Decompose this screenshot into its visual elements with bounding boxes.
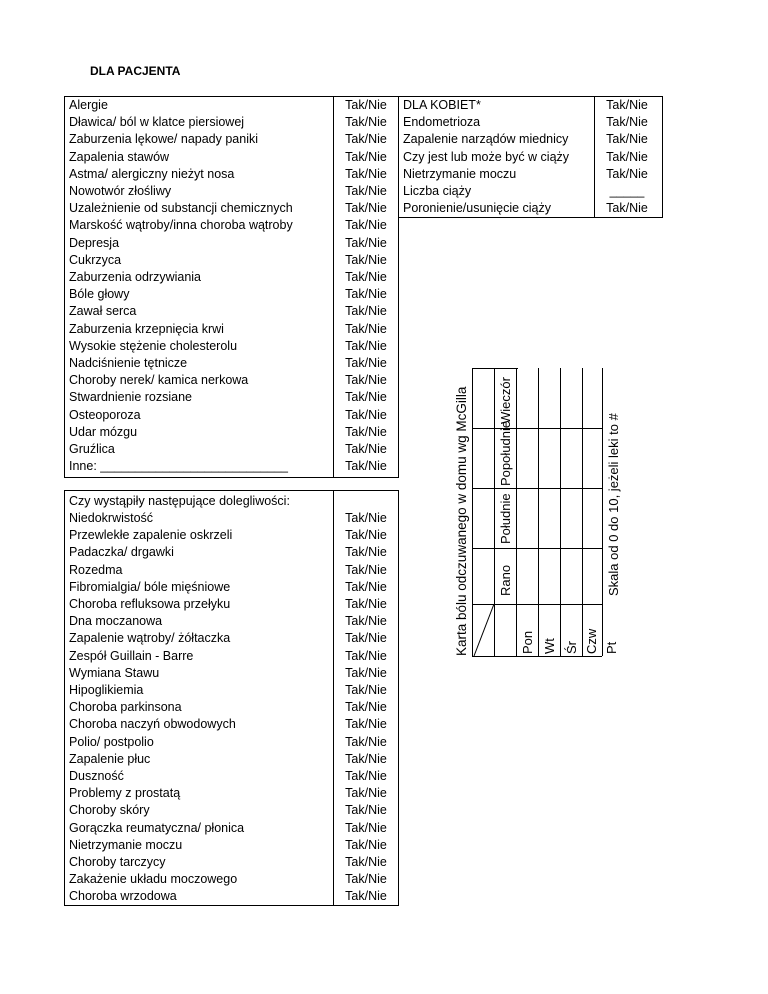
ailment-label: Fibromialgia/ bóle mięśniowe <box>69 579 231 594</box>
ailment-label: Zapalenie płuc <box>69 751 151 766</box>
day-label-sr: Śr <box>564 641 579 654</box>
ailment-answer[interactable]: Tak/Nie <box>345 631 387 646</box>
condition-answer[interactable]: Tak/Nie <box>345 252 387 267</box>
condition-answer[interactable]: Tak/Nie <box>345 459 387 474</box>
ailment-label: Choroby skóry <box>69 803 150 818</box>
ailment-label: Zespół Guillain - Barre <box>69 648 194 663</box>
day-label-czw: Czw <box>584 628 599 654</box>
women-answer[interactable]: Tak/Nie <box>606 132 648 147</box>
women-heading: DLA KOBIET* <box>403 98 481 112</box>
condition-label: Zaburzenia krzepnięcia krwi <box>69 321 224 336</box>
women-table <box>398 96 663 218</box>
ailment-answer[interactable]: Tak/Nie <box>345 734 387 749</box>
ailment-label: Rozedma <box>69 562 123 577</box>
condition-label: Alergie <box>69 98 108 112</box>
ailment-answer[interactable]: Tak/Nie <box>345 820 387 835</box>
ailment-answer[interactable]: Tak/Nie <box>345 751 387 766</box>
condition-label: Osteoporoza <box>69 407 141 422</box>
time-label-popoludnie: Popołudnie <box>498 420 513 486</box>
day-label-wt: Wt <box>542 638 557 654</box>
time-label-wieczor: Wieczór <box>498 377 513 424</box>
condition-label: Cukrzyca <box>69 252 122 267</box>
ailment-answer[interactable]: Tak/Nie <box>345 579 387 594</box>
ailment-answer[interactable]: Tak/Nie <box>345 855 387 869</box>
ailment-answer[interactable]: Tak/Nie <box>345 648 387 663</box>
women-answer[interactable]: Tak/Nie <box>606 166 648 181</box>
condition-answer[interactable]: Tak/Nie <box>345 442 387 456</box>
diagonal-line <box>472 604 496 658</box>
condition-answer[interactable]: Tak/Nie <box>345 218 387 233</box>
women-condition-label: Zapalenie narządów miednicy <box>403 132 569 147</box>
ailment-answer[interactable]: Tak/Nie <box>345 597 387 611</box>
condition-answer[interactable]: Tak/Nie <box>345 132 387 147</box>
ailment-label: Choroba refluksowa przełyku <box>69 597 231 611</box>
condition-label: Zaburzenia lękowe/ napady paniki <box>69 132 259 147</box>
condition-label: Nowotwór złośliwy <box>69 184 172 198</box>
ailment-answer[interactable]: Tak/Nie <box>345 769 387 783</box>
women-answer[interactable]: Tak/Nie <box>606 98 648 112</box>
pain-scale-note: Skala od 0 do 10, jeżeli leki to # <box>606 413 621 596</box>
ailment-label: Choroba parkinsona <box>69 700 182 715</box>
condition-answer[interactable]: Tak/Nie <box>345 424 387 439</box>
ailment-answer[interactable]: Tak/Nie <box>345 562 387 577</box>
women-condition-label: Poronienie/usunięcie ciąży <box>403 201 552 216</box>
condition-answer[interactable]: Tak/Nie <box>345 321 387 336</box>
ailment-label: Hipoglikiemia <box>69 683 144 697</box>
condition-label: Choroby nerek/ kamica nerkowa <box>69 373 249 388</box>
condition-label: Nadciśnienie tętnicze <box>69 356 188 370</box>
condition-label: Gruźlica <box>69 442 115 456</box>
ailment-answer[interactable]: Tak/Nie <box>345 872 387 887</box>
ailment-answer[interactable]: Tak/Nie <box>345 700 387 715</box>
ailment-label: Dna moczanowa <box>69 614 163 629</box>
women-condition-label: Czy jest lub może być w ciąży <box>403 149 570 164</box>
condition-answer[interactable]: Tak/Nie <box>345 373 387 388</box>
condition-label: Dławica/ ból w klatce piersiowej <box>69 115 245 130</box>
women-answer[interactable]: _____ <box>609 184 645 198</box>
condition-label: Marskość wątroby/inna choroba wątroby <box>69 218 293 233</box>
ailment-label: Choroba wrzodowa <box>69 889 177 904</box>
condition-label: Udar mózgu <box>69 424 138 439</box>
ailment-label: Choroby tarczycy <box>69 855 166 869</box>
ailment-answer[interactable]: Tak/Nie <box>345 665 387 680</box>
condition-answer[interactable]: Tak/Nie <box>345 184 387 198</box>
condition-label: Astma/ alergiczny nieżyt nosa <box>69 166 235 181</box>
ailment-answer[interactable]: Tak/Nie <box>345 528 387 543</box>
women-answer[interactable]: Tak/Nie <box>606 115 648 130</box>
ailment-label: Problemy z prostatą <box>69 786 181 801</box>
ailment-label: Przewlekłe zapalenie oskrzeli <box>69 528 233 543</box>
condition-answer[interactable]: Tak/Nie <box>345 149 387 164</box>
condition-answer[interactable]: Tak/Nie <box>345 356 387 370</box>
condition-answer[interactable]: Tak/Nie <box>345 201 387 216</box>
condition-answer[interactable]: Tak/Nie <box>345 287 387 302</box>
ailment-label: Gorączka reumatyczna/ płonica <box>69 820 245 835</box>
ailment-label: Choroba naczyń obwodowych <box>69 717 236 732</box>
ailment-answer[interactable]: Tak/Nie <box>345 545 387 560</box>
condition-answer[interactable]: Tak/Nie <box>345 270 387 284</box>
ailment-answer[interactable]: Tak/Nie <box>345 889 387 904</box>
condition-answer[interactable]: Tak/Nie <box>345 390 387 405</box>
condition-label: Wysokie stężenie cholesterolu <box>69 338 238 353</box>
women-condition-label: Endometrioza <box>403 115 481 130</box>
condition-answer[interactable]: Tak/Nie <box>345 235 387 250</box>
ailments-table <box>64 490 399 906</box>
women-condition-label: Nietrzymanie moczu <box>403 166 517 181</box>
condition-answer[interactable]: Tak/Nie <box>345 98 387 112</box>
ailment-answer[interactable]: Tak/Nie <box>345 683 387 697</box>
condition-label: Stwardnienie rozsiane <box>69 390 192 405</box>
ailment-label: Polio/ postpolio <box>69 734 154 749</box>
ailment-answer[interactable]: Tak/Nie <box>345 837 387 852</box>
ailment-label: Padaczka/ drgawki <box>69 545 174 560</box>
ailment-label: Duszność <box>69 769 124 783</box>
ailment-label: Zakażenie układu moczowego <box>69 872 238 887</box>
condition-answer[interactable]: Tak/Nie <box>345 304 387 319</box>
condition-label: Zaburzenia odrzywiania <box>69 270 202 284</box>
ailment-answer[interactable]: Tak/Nie <box>345 803 387 818</box>
ailment-label: Wymiana Stawu <box>69 665 160 680</box>
women-answer[interactable]: Tak/Nie <box>606 149 648 164</box>
condition-answer[interactable]: Tak/Nie <box>345 166 387 181</box>
ailment-answer[interactable]: Tak/Nie <box>345 786 387 801</box>
condition-label: Zapalenia stawów <box>69 149 170 164</box>
day-label-pon: Pon <box>520 630 535 654</box>
ailment-label: Niedokrwistość <box>69 511 154 525</box>
ailment-answer[interactable]: Tak/Nie <box>345 717 387 732</box>
condition-answer[interactable]: Tak/Nie <box>345 407 387 422</box>
time-label-poludnie: Południe <box>498 493 513 544</box>
ailment-answer[interactable]: Tak/Nie <box>345 614 387 629</box>
pain-card <box>448 360 628 656</box>
women-answer[interactable]: Tak/Nie <box>606 201 648 216</box>
condition-answer[interactable]: Tak/Nie <box>345 338 387 353</box>
condition-label: Depresja <box>69 235 120 250</box>
time-label-rano: Rano <box>498 564 513 596</box>
ailment-label: Zapalenie wątroby/ żółtaczka <box>69 631 231 646</box>
condition-label: Zawał serca <box>69 304 137 319</box>
condition-label: Inne: ___________________________ <box>69 459 288 474</box>
ailment-answer[interactable]: Tak/Nie <box>345 511 387 525</box>
ailments-heading: Czy wystąpiły następujące dolegliwości: <box>69 494 290 508</box>
page-title: DLA PACJENTA <box>90 64 181 78</box>
pain-card-title: Karta bólu odczuwanego w domu wg McGilla <box>454 386 469 656</box>
conditions-table <box>64 96 399 478</box>
condition-label: Bóle głowy <box>69 287 130 302</box>
condition-label: Uzależnienie od substancji chemicznych <box>69 201 293 216</box>
day-label-pt: Pt <box>604 641 619 654</box>
women-condition-label: Liczba ciąży <box>403 184 472 198</box>
ailment-label: Nietrzymanie moczu <box>69 837 183 852</box>
condition-answer[interactable]: Tak/Nie <box>345 115 387 130</box>
